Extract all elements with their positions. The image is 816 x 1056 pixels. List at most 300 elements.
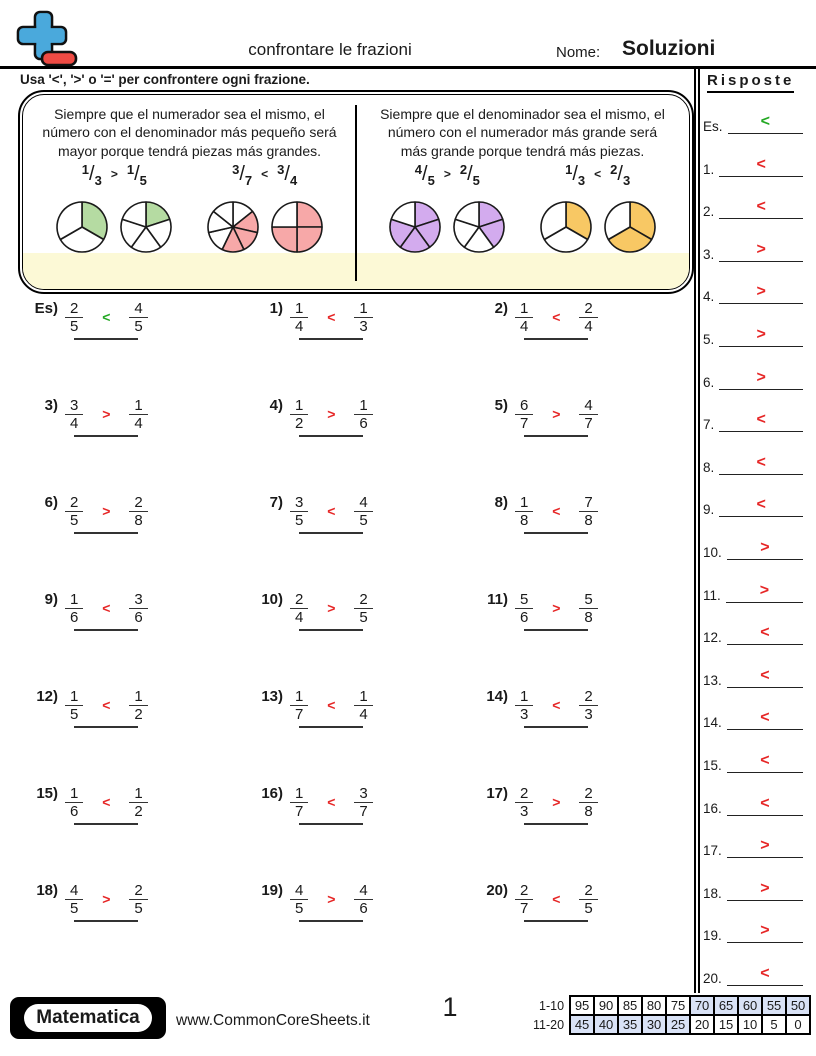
score-table	[532, 995, 811, 1035]
fraction-denominator: 4	[65, 414, 83, 432]
fraction-numerator: 2	[584, 785, 593, 802]
score-cell: 15	[714, 1015, 738, 1034]
fraction-denominator: 3	[622, 173, 631, 189]
answers-panel	[703, 0, 809, 1000]
comparison-symbol: >	[552, 600, 561, 616]
comparison-symbol: >	[760, 879, 770, 897]
answer-line	[727, 838, 803, 858]
fraction-numerator: 1	[126, 162, 135, 178]
fraction-denominator: 6	[354, 899, 372, 917]
comparison-symbol: <	[552, 891, 561, 907]
problem	[468, 785, 680, 882]
comparison-symbol: >	[756, 240, 766, 258]
score-cell: 45	[570, 1015, 594, 1034]
fraction-slash: /	[239, 163, 245, 186]
problem	[243, 688, 468, 785]
fraction-denominator: 5	[129, 899, 147, 917]
comparison-symbol: >	[552, 406, 561, 422]
comparison-symbol: <	[760, 794, 770, 812]
answer-item	[703, 786, 803, 816]
pie-chart-icon	[539, 200, 593, 254]
answer-item	[703, 871, 803, 901]
problem	[468, 591, 680, 688]
problem	[18, 785, 243, 882]
score-cell: 90	[594, 996, 618, 1015]
score-cell: 55	[762, 996, 786, 1015]
fraction-numerator: 2	[520, 882, 529, 899]
score-cell: 65	[714, 996, 738, 1015]
answer-line	[727, 753, 803, 773]
answer-label: 18.	[703, 885, 722, 901]
hint-right-text: Siempre que el denominador sea el mismo, el número con el numerador más grande será más grande porque tendrá más piezas.	[380, 106, 665, 159]
problem	[243, 300, 468, 397]
answer-label: 15.	[703, 758, 722, 773]
answer-label: 11.	[703, 587, 721, 603]
problem	[18, 882, 243, 979]
answer-label: 13.	[703, 672, 722, 688]
brand-badge	[10, 997, 166, 1039]
answer-label: 20.	[703, 971, 722, 986]
fraction-denominator: 8	[579, 511, 597, 529]
answer-line	[719, 370, 803, 390]
fraction-slash: /	[467, 163, 473, 186]
answer-item	[703, 530, 803, 560]
problem	[468, 494, 680, 591]
name-label: Nome:	[556, 44, 601, 61]
score-cell: 50	[786, 996, 810, 1015]
score-cell: 10	[738, 1015, 762, 1034]
example-group	[206, 164, 324, 254]
answers-title: Risposte	[707, 72, 794, 93]
fraction-denominator: 5	[129, 317, 147, 335]
comparison-symbol: >	[760, 922, 770, 940]
answer-line	[727, 796, 803, 816]
example-fraction-line	[388, 164, 506, 198]
answer-label: 14.	[703, 715, 722, 731]
answer-blank	[524, 397, 588, 437]
fraction-numerator: 1	[134, 785, 143, 802]
answer-blank	[74, 300, 138, 340]
comparison-symbol: >	[756, 283, 766, 301]
comparison-symbol: <	[760, 709, 770, 727]
fraction-denominator: 4	[289, 173, 298, 189]
fraction-denominator: 6	[65, 608, 83, 626]
answer-label: 6.	[703, 374, 715, 390]
problem-label: 2)	[494, 300, 508, 317]
comparison-symbol: <	[327, 309, 336, 325]
fraction-numerator: 1	[359, 688, 368, 705]
answer-line	[719, 412, 803, 432]
answer-blank	[524, 785, 588, 825]
fraction-numerator: 1	[295, 300, 304, 317]
fraction-numerator: 1	[520, 494, 529, 511]
fraction-slash: /	[89, 163, 95, 186]
fraction-denominator: 8	[579, 608, 597, 626]
answer-item	[703, 360, 803, 390]
fraction-numerator: 2	[134, 882, 143, 899]
fraction-numerator: 4	[134, 300, 143, 317]
answer-blank	[299, 591, 363, 631]
comparison-symbol: <	[760, 113, 770, 130]
comparison-symbol: >	[327, 600, 336, 616]
answer-blank	[524, 300, 588, 340]
comparison-operator: >	[443, 167, 451, 182]
answer-label: 16.	[703, 800, 722, 816]
fraction-numerator: 2	[584, 300, 593, 317]
fraction-denominator: 3	[515, 802, 533, 820]
fraction-numerator: 1	[295, 397, 304, 414]
slash-fraction	[81, 162, 102, 189]
answers-column-divider	[694, 69, 700, 993]
hint-left-examples	[23, 164, 356, 254]
answer-line	[719, 497, 803, 517]
answer-item	[703, 956, 803, 986]
comparison-symbol: >	[327, 891, 336, 907]
slash-fraction	[232, 162, 253, 189]
pie-chart-icon	[206, 200, 260, 254]
fraction-denominator: 5	[290, 511, 308, 529]
fraction-denominator: 2	[290, 414, 308, 432]
problem-label: 1)	[269, 300, 283, 317]
comparison-symbol: >	[756, 326, 766, 343]
answer-label: 4.	[703, 289, 715, 305]
problem-label: 14)	[486, 688, 508, 705]
comparison-symbol: <	[552, 309, 561, 325]
fraction-numerator: 2	[584, 882, 593, 899]
answer-blank	[74, 688, 138, 728]
problem-label: 15)	[36, 785, 58, 802]
fraction-numerator: 2	[70, 494, 79, 511]
pie-chart-icon	[452, 200, 506, 254]
score-cell: 25	[666, 1015, 690, 1034]
fraction-denominator: 4	[515, 317, 533, 335]
score-cell: 35	[618, 1015, 642, 1034]
fraction-numerator: 3	[134, 591, 143, 608]
pie-chart-icon	[119, 200, 173, 254]
answer-line	[727, 881, 803, 901]
fraction-denominator: 4	[290, 317, 308, 335]
problem-label: 11)	[487, 591, 508, 608]
pie-chart-icon	[388, 200, 442, 254]
fraction-numerator: 1	[565, 162, 573, 178]
answer-item	[703, 104, 803, 134]
comparison-symbol: <	[102, 697, 111, 713]
score-cell: 0	[786, 1015, 810, 1034]
answer-item	[703, 147, 803, 177]
comparison-symbol: <	[756, 496, 766, 514]
fraction-numerator: 3	[359, 785, 368, 802]
problem-label: 12)	[36, 688, 58, 705]
name-value: Soluzioni	[622, 37, 716, 60]
score-cell: 70	[690, 996, 714, 1015]
comparison-symbol: <	[760, 666, 770, 684]
problem	[468, 397, 680, 494]
answer-line	[727, 625, 803, 645]
answer-item	[703, 828, 803, 858]
fraction-denominator: 8	[515, 511, 533, 529]
fraction-denominator: 6	[65, 802, 83, 820]
problem-label: 8)	[494, 494, 508, 511]
fraction-denominator: 5	[472, 173, 480, 189]
example-pies	[206, 200, 324, 254]
comparison-symbol: <	[102, 794, 111, 810]
problem	[243, 397, 468, 494]
example-pies	[539, 200, 657, 254]
comparison-symbol: <	[327, 794, 336, 810]
comparison-symbol: <	[756, 453, 766, 471]
answer-line	[719, 284, 803, 304]
problem	[243, 494, 468, 591]
problem	[468, 688, 680, 785]
problem-label: 16)	[261, 785, 283, 802]
answer-line	[719, 242, 803, 262]
answer-line	[719, 199, 803, 219]
comparison-symbol: <	[760, 624, 770, 642]
comparison-symbol: >	[102, 891, 111, 907]
answer-label: 8.	[703, 459, 715, 475]
fraction-numerator: 1	[359, 397, 368, 414]
fraction-denominator: 7	[290, 705, 308, 723]
fraction-numerator: 1	[134, 397, 143, 414]
fraction-numerator: 2	[610, 162, 618, 178]
fraction-numerator: 2	[295, 591, 304, 608]
hint-right-examples	[356, 164, 689, 254]
fraction-numerator: 4	[70, 882, 79, 899]
fraction-denominator: 3	[579, 705, 597, 723]
answer-line	[727, 540, 803, 560]
example-group	[539, 164, 657, 254]
score-row	[532, 996, 810, 1015]
page-title: confrontare le frazioni	[248, 40, 412, 59]
answer-label: 19.	[703, 928, 722, 944]
problem	[243, 591, 468, 688]
example-pies	[55, 200, 173, 254]
answer-blank	[524, 882, 588, 922]
fraction-numerator: 5	[584, 591, 593, 608]
fraction-denominator: 7	[290, 802, 308, 820]
fraction-numerator: 4	[414, 162, 423, 178]
fraction-numerator: 1	[520, 300, 529, 317]
fraction-numerator: 1	[70, 785, 79, 802]
comparison-symbol: <	[102, 309, 111, 325]
slash-fraction	[459, 162, 480, 189]
comparison-symbol: >	[756, 368, 766, 386]
score-table-body	[532, 996, 810, 1034]
example-fraction-line	[539, 164, 657, 198]
fraction-numerator: 5	[520, 591, 529, 608]
fraction-denominator: 5	[65, 317, 83, 335]
fraction-denominator: 3	[354, 317, 372, 335]
answer-item	[703, 317, 803, 347]
fraction-denominator: 5	[579, 899, 597, 917]
answer-item	[703, 487, 803, 517]
score-row-label: 11-20	[533, 1017, 565, 1032]
answer-line	[726, 583, 803, 603]
fraction-numerator: 2	[459, 162, 468, 178]
problem	[243, 882, 468, 979]
answer-label: 17.	[703, 843, 722, 859]
fraction-numerator: 1	[520, 688, 529, 705]
fraction-denominator: 5	[65, 899, 83, 917]
fraction-denominator: 7	[244, 173, 253, 189]
hint-left-text: Siempre que el numerador sea el mismo, el número con el denominador más pequeño será mayor porque tendrá piezas más grandes.	[42, 106, 337, 159]
fraction-numerator: 1	[295, 785, 304, 802]
example-fraction-line	[55, 164, 173, 198]
score-cell: 5	[762, 1015, 786, 1034]
score-cell: 30	[642, 1015, 666, 1034]
comparison-operator: >	[110, 167, 118, 182]
hint-right	[356, 95, 689, 289]
answer-item	[703, 445, 803, 475]
answer-blank	[74, 494, 138, 534]
comparison-symbol: >	[327, 406, 336, 422]
problems-grid	[18, 300, 680, 990]
comparison-symbol: >	[759, 581, 770, 599]
fraction-denominator: 4	[129, 414, 147, 432]
slash-fraction	[565, 162, 586, 189]
score-cell: 75	[666, 996, 690, 1015]
fraction-slash: /	[572, 163, 578, 186]
fraction-slash: /	[134, 163, 140, 186]
fraction-numerator: 1	[70, 591, 79, 608]
answer-blank	[524, 591, 588, 631]
score-cell: 95	[570, 996, 594, 1015]
fraction-denominator: 5	[427, 173, 435, 189]
answer-blank	[299, 785, 363, 825]
problem-label: 18)	[36, 882, 58, 899]
fraction-denominator: 4	[579, 317, 597, 335]
answer-label: 1.	[703, 161, 715, 177]
problem-label: 10)	[261, 591, 283, 608]
comparison-operator: <	[261, 167, 269, 182]
fraction-numerator: 3	[277, 162, 285, 178]
problem-label: 20)	[486, 882, 508, 899]
fraction-slash: /	[617, 163, 623, 186]
answer-line	[727, 966, 803, 986]
fraction-denominator: 6	[515, 608, 533, 626]
fraction-numerator: 1	[81, 162, 90, 178]
fraction-denominator: 7	[579, 414, 597, 432]
score-cell: 20	[690, 1015, 714, 1034]
answer-item	[703, 913, 803, 943]
comparison-operator: <	[594, 167, 602, 182]
comparison-symbol: >	[102, 406, 111, 422]
problem-label: 5)	[494, 397, 508, 414]
problem-label: 4)	[269, 397, 283, 414]
slash-fraction	[414, 162, 435, 189]
slash-fraction	[277, 162, 298, 189]
fraction-denominator: 5	[354, 608, 372, 626]
comparison-symbol: >	[760, 539, 770, 556]
answer-label: 9.	[703, 502, 715, 518]
answer-line	[727, 710, 803, 730]
problem-label: 9)	[44, 591, 58, 608]
fraction-denominator: 2	[129, 802, 147, 820]
score-cell: 60	[738, 996, 762, 1015]
pie-chart-icon	[603, 200, 657, 254]
problem	[468, 882, 680, 979]
fraction-denominator: 6	[129, 608, 147, 626]
answer-blank	[299, 397, 363, 437]
problem-label: 7)	[269, 494, 283, 511]
answer-label: 7.	[703, 417, 715, 433]
problem	[243, 785, 468, 882]
answer-blank	[299, 494, 363, 534]
score-cell: 85	[618, 996, 642, 1015]
instruction-text: Usa '<', '>' o '=' per confrontere ogni frazione.	[20, 72, 310, 87]
slash-fraction	[610, 162, 631, 189]
fraction-numerator: 4	[295, 882, 304, 899]
fraction-denominator: 2	[129, 705, 147, 723]
fraction-denominator: 3	[94, 173, 102, 189]
brand-label: Matematica	[24, 1004, 152, 1032]
problem	[18, 494, 243, 591]
problem-label: 19)	[261, 882, 283, 899]
fraction-denominator: 5	[139, 173, 147, 189]
fraction-numerator: 2	[584, 688, 593, 705]
answer-item	[703, 615, 803, 645]
score-row	[532, 1015, 810, 1034]
comparison-symbol: <	[327, 697, 336, 713]
fraction-numerator: 2	[520, 785, 529, 802]
comparison-symbol: >	[102, 503, 111, 519]
answer-item	[703, 658, 803, 688]
fraction-denominator: 8	[579, 802, 597, 820]
fraction-numerator: 4	[359, 882, 368, 899]
example-group	[55, 164, 173, 254]
comparison-symbol: <	[756, 411, 766, 429]
answer-item	[703, 274, 803, 304]
pie-chart-icon	[55, 200, 109, 254]
fraction-numerator: 2	[134, 494, 143, 511]
answer-item	[703, 573, 803, 603]
answer-line	[727, 923, 803, 943]
answer-item	[703, 189, 803, 219]
comparison-symbol: >	[760, 837, 770, 855]
example-pies	[388, 200, 506, 254]
comparison-symbol: <	[552, 697, 561, 713]
answer-blank	[299, 882, 363, 922]
fraction-slash: /	[422, 163, 428, 186]
comparison-symbol: <	[102, 600, 111, 616]
fraction-numerator: 1	[359, 300, 368, 317]
fraction-numerator: 6	[520, 397, 529, 414]
fraction-denominator: 7	[515, 414, 533, 432]
fraction-denominator: 3	[515, 705, 533, 723]
site-url: www.CommonCoreSheets.it	[176, 1012, 370, 1029]
answer-label: 2.	[703, 204, 715, 220]
answer-blank	[524, 688, 588, 728]
example-fraction-line	[206, 164, 324, 198]
problem-label: 17)	[486, 785, 508, 802]
comparison-symbol: >	[552, 794, 561, 810]
problem	[18, 688, 243, 785]
score-row-label: 1-10	[539, 998, 565, 1013]
answer-label: Es.	[703, 119, 723, 134]
fraction-denominator: 7	[515, 899, 533, 917]
fraction-numerator: 3	[295, 494, 304, 511]
answer-blank	[299, 300, 363, 340]
answer-item	[703, 743, 803, 773]
answer-blank	[74, 397, 138, 437]
fraction-slash: /	[284, 163, 290, 186]
answer-line	[728, 114, 803, 134]
comparison-symbol: <	[760, 752, 770, 769]
problem	[18, 300, 243, 397]
fraction-denominator: 5	[65, 511, 83, 529]
fraction-numerator: 1	[295, 688, 304, 705]
answer-blank	[74, 785, 138, 825]
